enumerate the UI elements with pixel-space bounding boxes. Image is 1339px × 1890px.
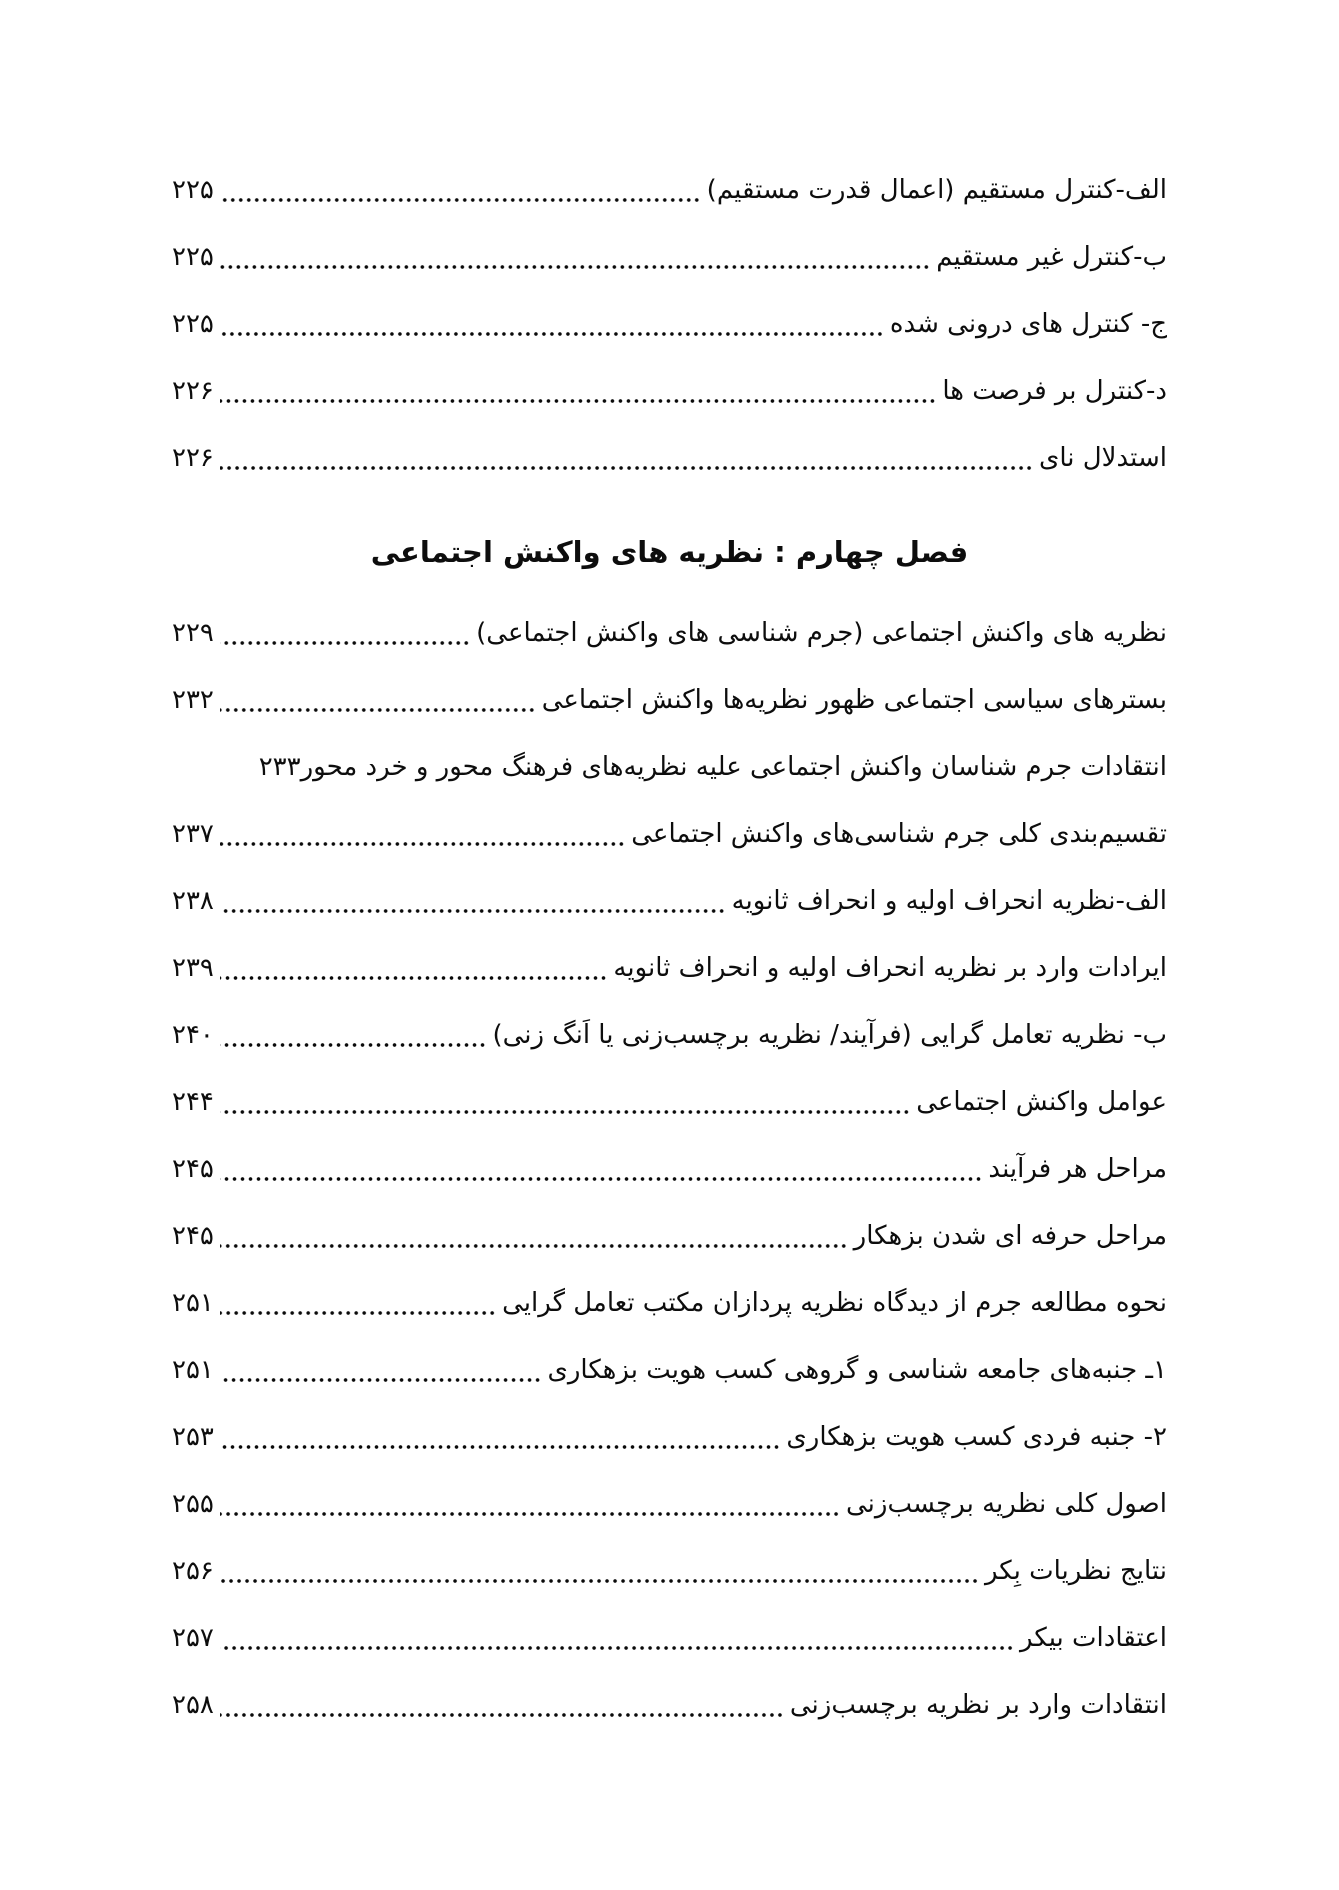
- toc-content: [172, 156, 1167, 1738]
- toc-entry: [172, 934, 1167, 1001]
- toc-entry-title: الف-کنترل مستقیم (اعمال قدرت مستقیم): [706, 174, 1167, 205]
- toc-entry-page: ۲۴۴: [172, 1086, 214, 1117]
- dotted-leader: [220, 1491, 840, 1517]
- toc-list-bottom: [172, 599, 1167, 1738]
- toc-entry-page: ۲۲۶: [172, 442, 214, 473]
- dotted-leader: [220, 1089, 910, 1115]
- toc-entry: [172, 800, 1167, 867]
- toc-entry: [172, 599, 1167, 666]
- toc-entry: [172, 290, 1167, 357]
- dotted-leader: [220, 177, 701, 203]
- toc-entry-page: ۲۳۲: [172, 684, 214, 715]
- toc-entry-page: ۲۵۷: [172, 1622, 214, 1653]
- toc-entry: [172, 156, 1167, 223]
- toc-entry-page: ۲۲۶: [172, 375, 214, 406]
- toc-entry: [172, 1604, 1167, 1671]
- toc-entry: [172, 1470, 1167, 1537]
- toc-entry-title: ۱ـ جنبه‌های جامعه شناسی و گروهی کسب هویت بزهکاری: [547, 1354, 1167, 1385]
- toc-entry-page: ۲۳۳: [258, 751, 301, 782]
- dotted-leader: [220, 1692, 784, 1718]
- dotted-leader: [220, 1625, 1014, 1651]
- toc-entry: [172, 1671, 1167, 1738]
- toc-entry-title: ب-کنترل غیر مستقیم: [936, 241, 1167, 272]
- toc-entry-title: مراحل هر فرآیند: [988, 1153, 1167, 1184]
- toc-entry-title: ایرادات وارد بر نظریه انحراف اولیه و انحراف ثانویه: [613, 952, 1167, 983]
- toc-entry-page: ۲۳۷: [172, 818, 214, 849]
- toc-entry-page: ۲۴۵: [172, 1220, 214, 1251]
- toc-entry: [172, 666, 1167, 733]
- dotted-leader: [220, 955, 608, 981]
- toc-entry-title: مراحل حرفه ای شدن بزهکار: [853, 1220, 1167, 1251]
- toc-entry-title: ب- نظریه تعامل گرایی (فرآیند/ نظریه برچسب‌زنی یا اَنگ زنی): [492, 1019, 1167, 1050]
- toc-entry: [172, 357, 1167, 424]
- toc-entry: [172, 733, 1167, 800]
- dotted-leader: [220, 888, 726, 914]
- toc-entry-title: نحوه مطالعه جرم از دیدگاه نظریه پردازان مکتب تعامل گرایی: [502, 1287, 1167, 1318]
- dotted-leader: [220, 1558, 979, 1584]
- dotted-leader: [220, 821, 625, 847]
- toc-entry-title: اصول کلی نظریه برچسب‌زنی: [845, 1488, 1167, 1519]
- toc-entry: [172, 1202, 1167, 1269]
- dotted-leader: [220, 244, 930, 270]
- toc-entry-page: ۲۴۰: [172, 1019, 214, 1050]
- toc-list-top: [172, 156, 1167, 491]
- dotted-leader: [220, 1022, 487, 1048]
- toc-entry: [172, 1269, 1167, 1336]
- dotted-leader: [220, 687, 536, 713]
- toc-entry-title: ۲- جنبه فردی کسب هویت بزهکاری: [786, 1421, 1167, 1452]
- dotted-leader: [220, 1290, 496, 1316]
- toc-entry-page: ۲۳۸: [172, 885, 214, 916]
- toc-entry-page: ۲۲۵: [172, 241, 214, 272]
- toc-entry: [172, 1403, 1167, 1470]
- toc-entry-page: ۲۲۵: [172, 174, 214, 205]
- toc-entry-title: الف-نظریه انحراف اولیه و انحراف ثانویه: [731, 885, 1167, 916]
- dotted-leader: [220, 1424, 781, 1450]
- toc-entry-title: انتقادات جرم شناسان واکنش اجتماعی علیه نظریه‌های فرهنگ محور و خرد محور: [300, 751, 1167, 782]
- toc-entry-title: تقسیم‌بندی کلی جرم شناسی‌های واکنش اجتماعی: [631, 818, 1167, 849]
- toc-entry-page: ۲۵۵: [172, 1488, 214, 1519]
- toc-entry-page: ۲۵۱: [172, 1354, 214, 1385]
- toc-entry: [172, 1537, 1167, 1604]
- toc-entry-page: ۲۴۵: [172, 1153, 214, 1184]
- toc-entry-title: نظریه های واکنش اجتماعی (جرم شناسی های واکنش اجتماعی): [476, 617, 1167, 648]
- dotted-leader: [220, 1223, 848, 1249]
- toc-entry-title: انتقادات وارد بر نظریه برچسب‌زنی: [789, 1689, 1167, 1720]
- toc-entry: [172, 1135, 1167, 1202]
- toc-entry-page: ۲۳۹: [172, 952, 214, 983]
- toc-entry-title: د-کنترل بر فرصت ها: [942, 375, 1167, 406]
- toc-entry-page: ۲۵۱: [172, 1287, 214, 1318]
- toc-entry-page: ۲۵۳: [172, 1421, 214, 1452]
- dotted-leader: [220, 311, 884, 337]
- toc-entry: [172, 1068, 1167, 1135]
- dotted-leader: [220, 1156, 983, 1182]
- toc-entry-page: ۲۲۹: [172, 617, 214, 648]
- toc-entry-page: ۲۵۶: [172, 1555, 214, 1586]
- toc-entry-page: ۲۲۵: [172, 308, 214, 339]
- toc-entry: [172, 223, 1167, 290]
- dotted-leader: [220, 445, 1033, 471]
- toc-entry-title: بسترهای سیاسی اجتماعی ظهور نظریه‌ها واکنش اجتماعی: [541, 684, 1167, 715]
- toc-entry-title: نتایج نظریات بِکر: [984, 1555, 1167, 1586]
- dotted-leader: [220, 1357, 542, 1383]
- toc-entry: [172, 424, 1167, 491]
- toc-entry: [172, 1001, 1167, 1068]
- toc-entry-title: ج- کنترل های درونی شده: [889, 308, 1167, 339]
- dotted-leader: [220, 620, 470, 646]
- toc-entry-title: عوامل واکنش اجتماعی: [916, 1086, 1167, 1117]
- chapter-heading: فصل چهارم : نظریه های واکنش اجتماعی: [370, 535, 969, 569]
- dotted-leader: [220, 378, 936, 404]
- toc-entry-title: استدلال نای: [1039, 442, 1167, 473]
- toc-entry: [172, 1336, 1167, 1403]
- toc-entry: [172, 867, 1167, 934]
- toc-entry-page: ۲۵۸: [172, 1689, 214, 1720]
- toc-entry-title: اعتقادات بیکر: [1020, 1622, 1167, 1653]
